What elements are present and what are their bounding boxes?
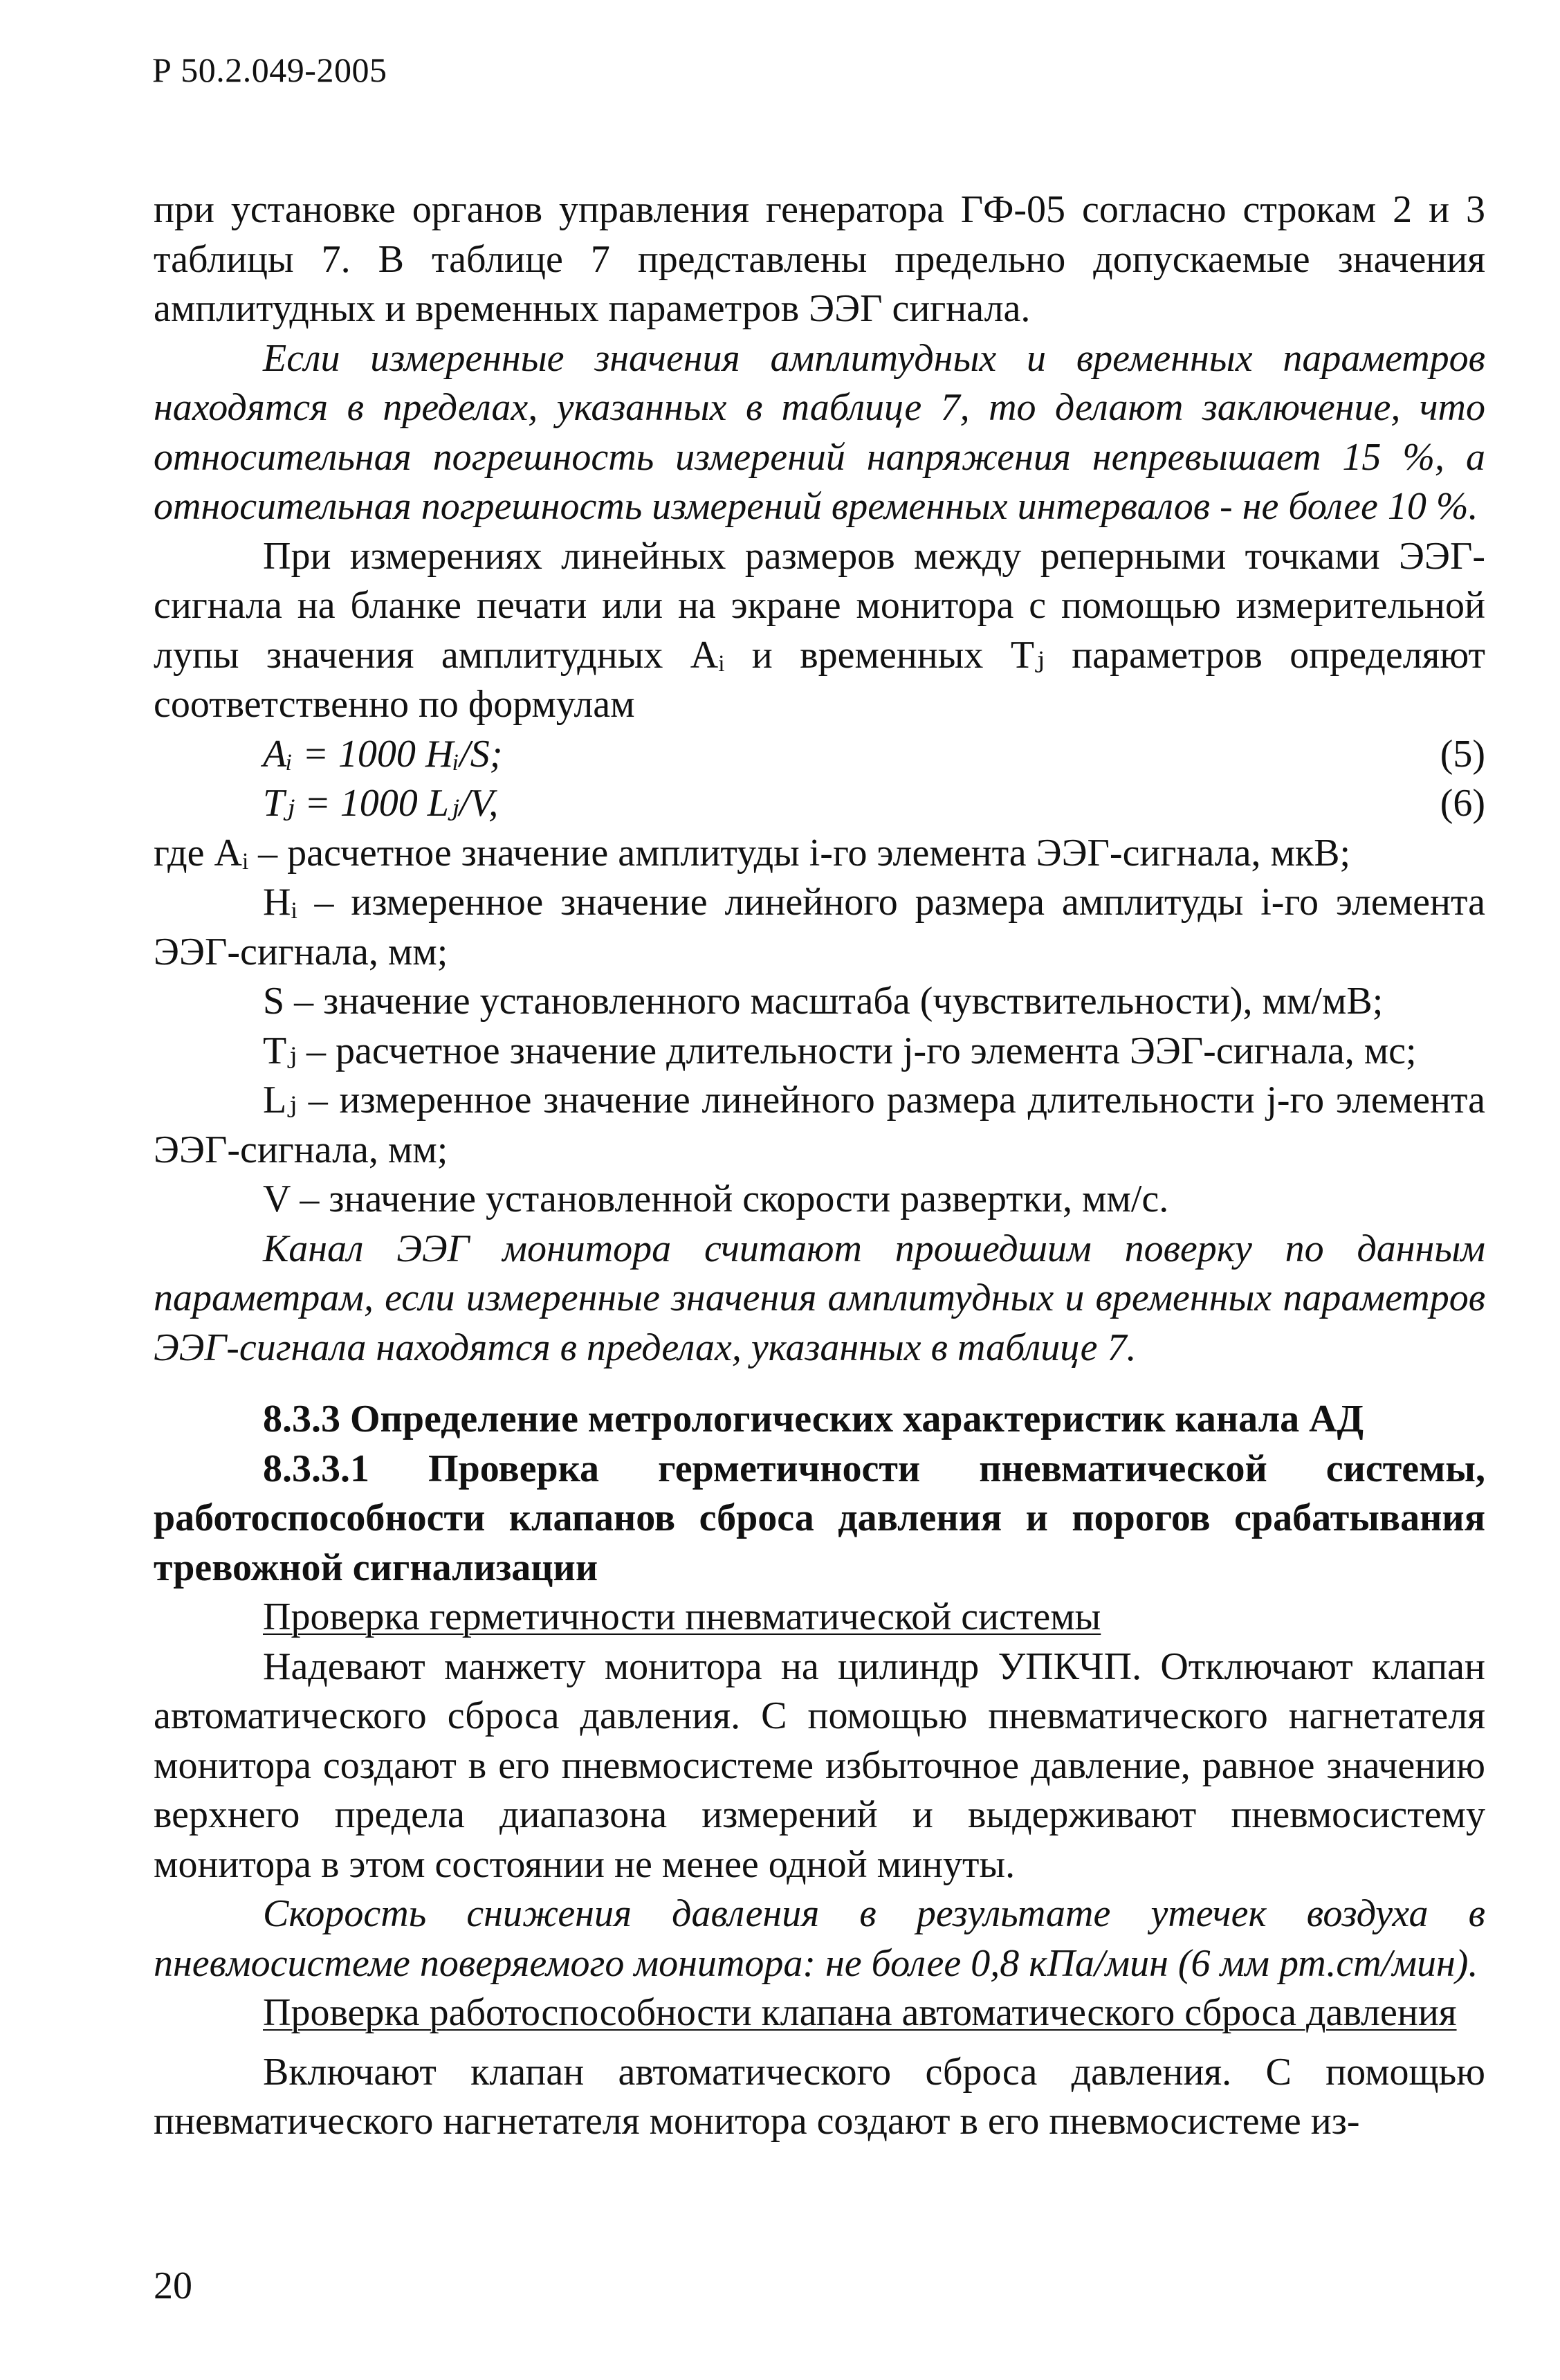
formula-6-expression: Tⱼ = 1000 Lⱼ/V, bbox=[263, 782, 499, 825]
subheading-valve-check: Проверка работоспособности клапана автоматического сброса давления bbox=[263, 1991, 1457, 2034]
formula-5-number: (5) bbox=[1440, 732, 1485, 776]
paragraph-tightness-procedure: Надевают манжету монитора на цилиндр УПКЧП. Отключают клапан автоматического сброса давления. С помощью пневматического нагнетателя монитора создают в его пневмосистеме избыточное давление, равное значению верхнего предела диапазона измерений и выдерживают пневмосистему монитора в этом состоянии не менее одной минуты. bbox=[154, 1645, 1485, 1886]
section-heading-8-3-3-1: 8.3.3.1 Проверка герметичности пневматической системы, работоспособности клапанов сброса давления и порогов срабатывания тревожной сигнализации bbox=[154, 1447, 1485, 1589]
formula-5-expression: Aᵢ = 1000 Hᵢ/S; bbox=[263, 732, 503, 776]
definition-line: Tⱼ – расчетное значение длительности j-го элемента ЭЭГ-сигнала, мс; bbox=[263, 1029, 1417, 1072]
paragraph-linear-measurements: При измерениях линейных размеров между реперными точками ЭЭГ-сигнала на бланке печати или на экране монитора с помощью измерительной лупы значения амплитудных Aᵢ и временных Tⱼ параметров определяют соответственно по формулам bbox=[154, 534, 1485, 726]
paragraph-error-conclusion: Если измеренные значения амплитудных и временных параметров находятся в пределах, указанных в таблице 7, то делают заключение, что относительная погрешность измерений напряжения непревышает 15 %, а относительная погрешность измерений временных интервалов - не более 10 %. bbox=[154, 336, 1485, 528]
paragraph-channel-verified: Канал ЭЭГ монитора считают прошедшим поверку по данным параметрам, если измеренные значения амплитудных и временных параметров ЭЭГ-сигнала находятся в пределах, указанных в таблице 7. bbox=[154, 1227, 1485, 1369]
paragraph-valve-procedure: Включают клапан автоматического сброса давления. С помощью пневматического нагнетателя монитора создают в его пневмосистеме из- bbox=[154, 2050, 1485, 2143]
definition-line: S – значение установленного масштаба (чувствительности), мм/мВ; bbox=[263, 980, 1384, 1023]
section-heading-8-3-3: 8.3.3 Определение метрологических характеристик канала АД bbox=[263, 1398, 1364, 1440]
paragraph-intro: при установке органов управления генератора ГФ-05 согласно строкам 2 и 3 таблицы 7. В таблице 7 представлены предельно допускаемые значения амплитудных и временных параметров ЭЭГ сигнала. bbox=[154, 188, 1485, 330]
definition-line: V – значение установленной скорости развертки, мм/с. bbox=[263, 1178, 1169, 1220]
page-number: 20 bbox=[154, 2264, 192, 2307]
document-code-header: Р 50.2.049-2005 bbox=[152, 51, 387, 89]
formula-6-number: (6) bbox=[1440, 782, 1485, 825]
definition-line: Hᵢ – измеренное значение линейного размера амплитуды i-го элемента ЭЭГ-сигнала, мм; bbox=[154, 881, 1485, 973]
definition-line: Lⱼ – измеренное значение линейного размера длительности j-го элемента ЭЭГ-сигнала, мм; bbox=[154, 1079, 1485, 1171]
formula-5 bbox=[154, 730, 1485, 780]
definition-line: где Aᵢ – расчетное значение амплитуды i-го элемента ЭЭГ-сигнала, мкВ; bbox=[154, 831, 1351, 875]
formula-6 bbox=[154, 779, 1485, 829]
subheading-tightness-check: Проверка герметичности пневматической системы bbox=[263, 1595, 1101, 1638]
paragraph-pressure-drop-rate: Скорость снижения давления в результате утечек воздуха в пневмосистеме поверяемого монитора: не более 0,8 кПа/мин (6 мм рт.ст/мин). bbox=[154, 1892, 1485, 1985]
page-body bbox=[154, 185, 1485, 2147]
